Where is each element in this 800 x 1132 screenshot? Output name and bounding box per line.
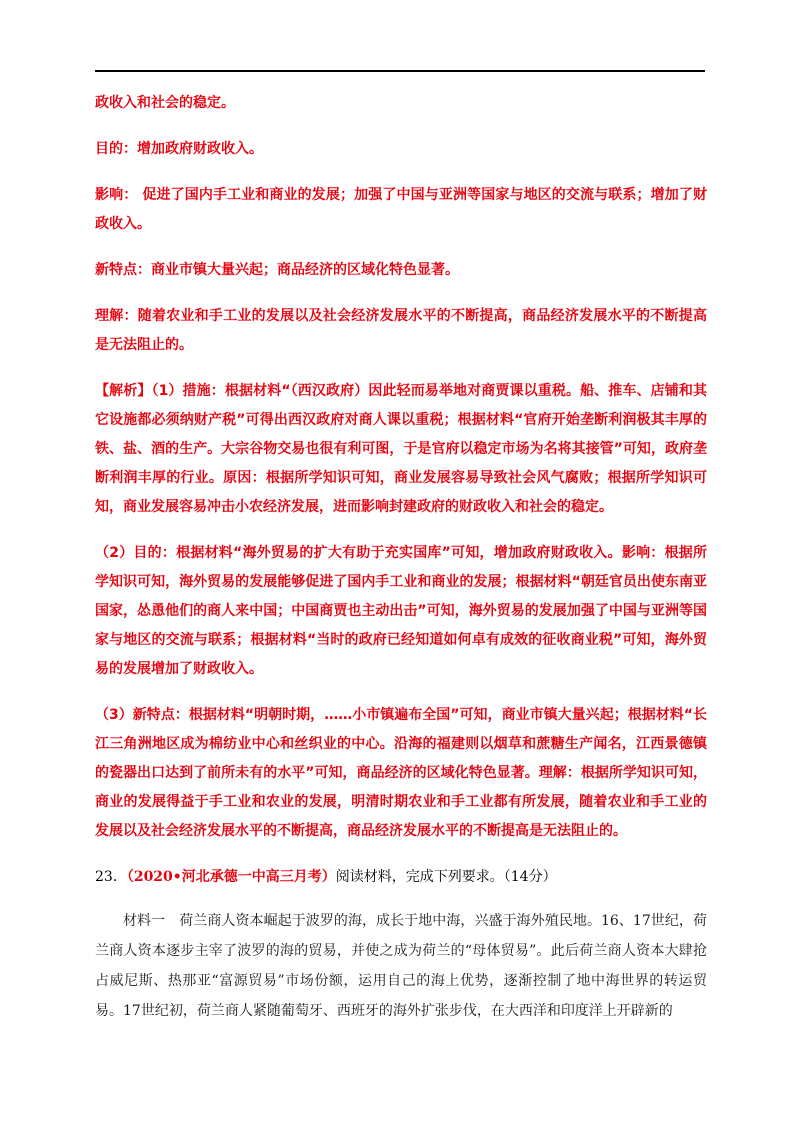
question-prompt: 阅读材料，完成下列要求。（14分） (335, 869, 557, 885)
answer-understanding: 理解：随着农业和手工业的发展以及社会经济发展水平的不断提高，商品经济发展水平的不断提高是无法阻止的。 (95, 308, 707, 353)
question-number: 23． (95, 869, 127, 885)
analysis-part-1: 【解析】（1）措施：根据材料“（西汉政府）因此轻而易举地对商贾课以重税。船、推车、店铺和其它设施都必须纳财产税”可得出西汉政府对商人课以重税；根据材料“官府开始垄断利润极其丰厚的铁、盐、酒的生产。大宗谷物交易也很有利可图，于是官府以稳定市场为名将其接管”可知，政府垄断利润丰厚的行业。原因：根据所学知识可知，商业发展容易导致社会风气腐败；根据所学知识可知，商业发展容易冲击小农经济发展，进而影响封建政府的财政收入和社会的稳定。 (95, 383, 707, 515)
question-source: （2020•河北承德一中高三月考） (126, 869, 336, 885)
answer-new-features: 新特点：商业市镇大量兴起；商品经济的区域化特色显著。 (95, 262, 459, 278)
answer-purpose: 目的：增加政府财政收入。 (95, 141, 263, 157)
header-rule (95, 70, 705, 72)
material-one: 材料一 荷兰商人资本崛起于波罗的海，成长于地中海，兴盛于海外殖民地。16、17世纪，荷兰商人资本逐步主宰了波罗的海的贸易，并使之成为荷兰的“母体贸易”。此后荷兰商人资本大肆抢占威尼斯、热那亚“富源贸易”市场份额，运用自己的海上优势，逐渐控制了地中海世界的转运贸易。17世纪初，荷兰商人紧随葡萄牙、西班牙的海外扩张步伐，在大西洋和印度洋上开辟新的 (95, 913, 707, 1019)
page-content (95, 89, 707, 1026)
analysis-part-3: （3）新特点：根据材料“明朝时期，……小市镇遍布全国”可知，商业市镇大量兴起；根据材料“长江三角洲地区成为棉纺业中心和丝织业的中心。沿海的福建则以烟草和蔗糖生产闻名，江西景德镇的瓷器出口达到了前所未有的水平”可知，商品经济的区域化特色显著。理解：根据所学知识可知，商业的发展得益于手工业和农业的发展，明清时期农业和手工业都有所发展，随着农业和手工业的发展以及社会经济发展水平的不断提高，商品经济发展水平的不断提高是无法阻止的。 (95, 707, 707, 839)
question-header (95, 863, 707, 892)
analysis-part-2: （2）目的：根据材料“海外贸易的扩大有助于充实国库”可知，增加政府财政收入。影响：根据所学知识可知，海外贸易的发展能够促进了国内手工业和商业的发展；根据材料“朝廷官员出使东南亚国家，怂恿他们的商人来中国；中国商贾也主动出击”可知，海外贸易的发展加强了中国与亚洲等国家与地区的交流与联系；根据材料“当时的政府已经知道如何卓有成效的征收商业税”可知，海外贸易的发展增加了财政收入。 (95, 545, 707, 677)
answer-line-tail: 政收入和社会的稳定。 (95, 95, 235, 111)
answer-impact: 影响： 促进了国内手工业和商业的发展；加强了中国与亚洲等国家与地区的交流与联系；增加了财政收入。 (95, 187, 707, 232)
